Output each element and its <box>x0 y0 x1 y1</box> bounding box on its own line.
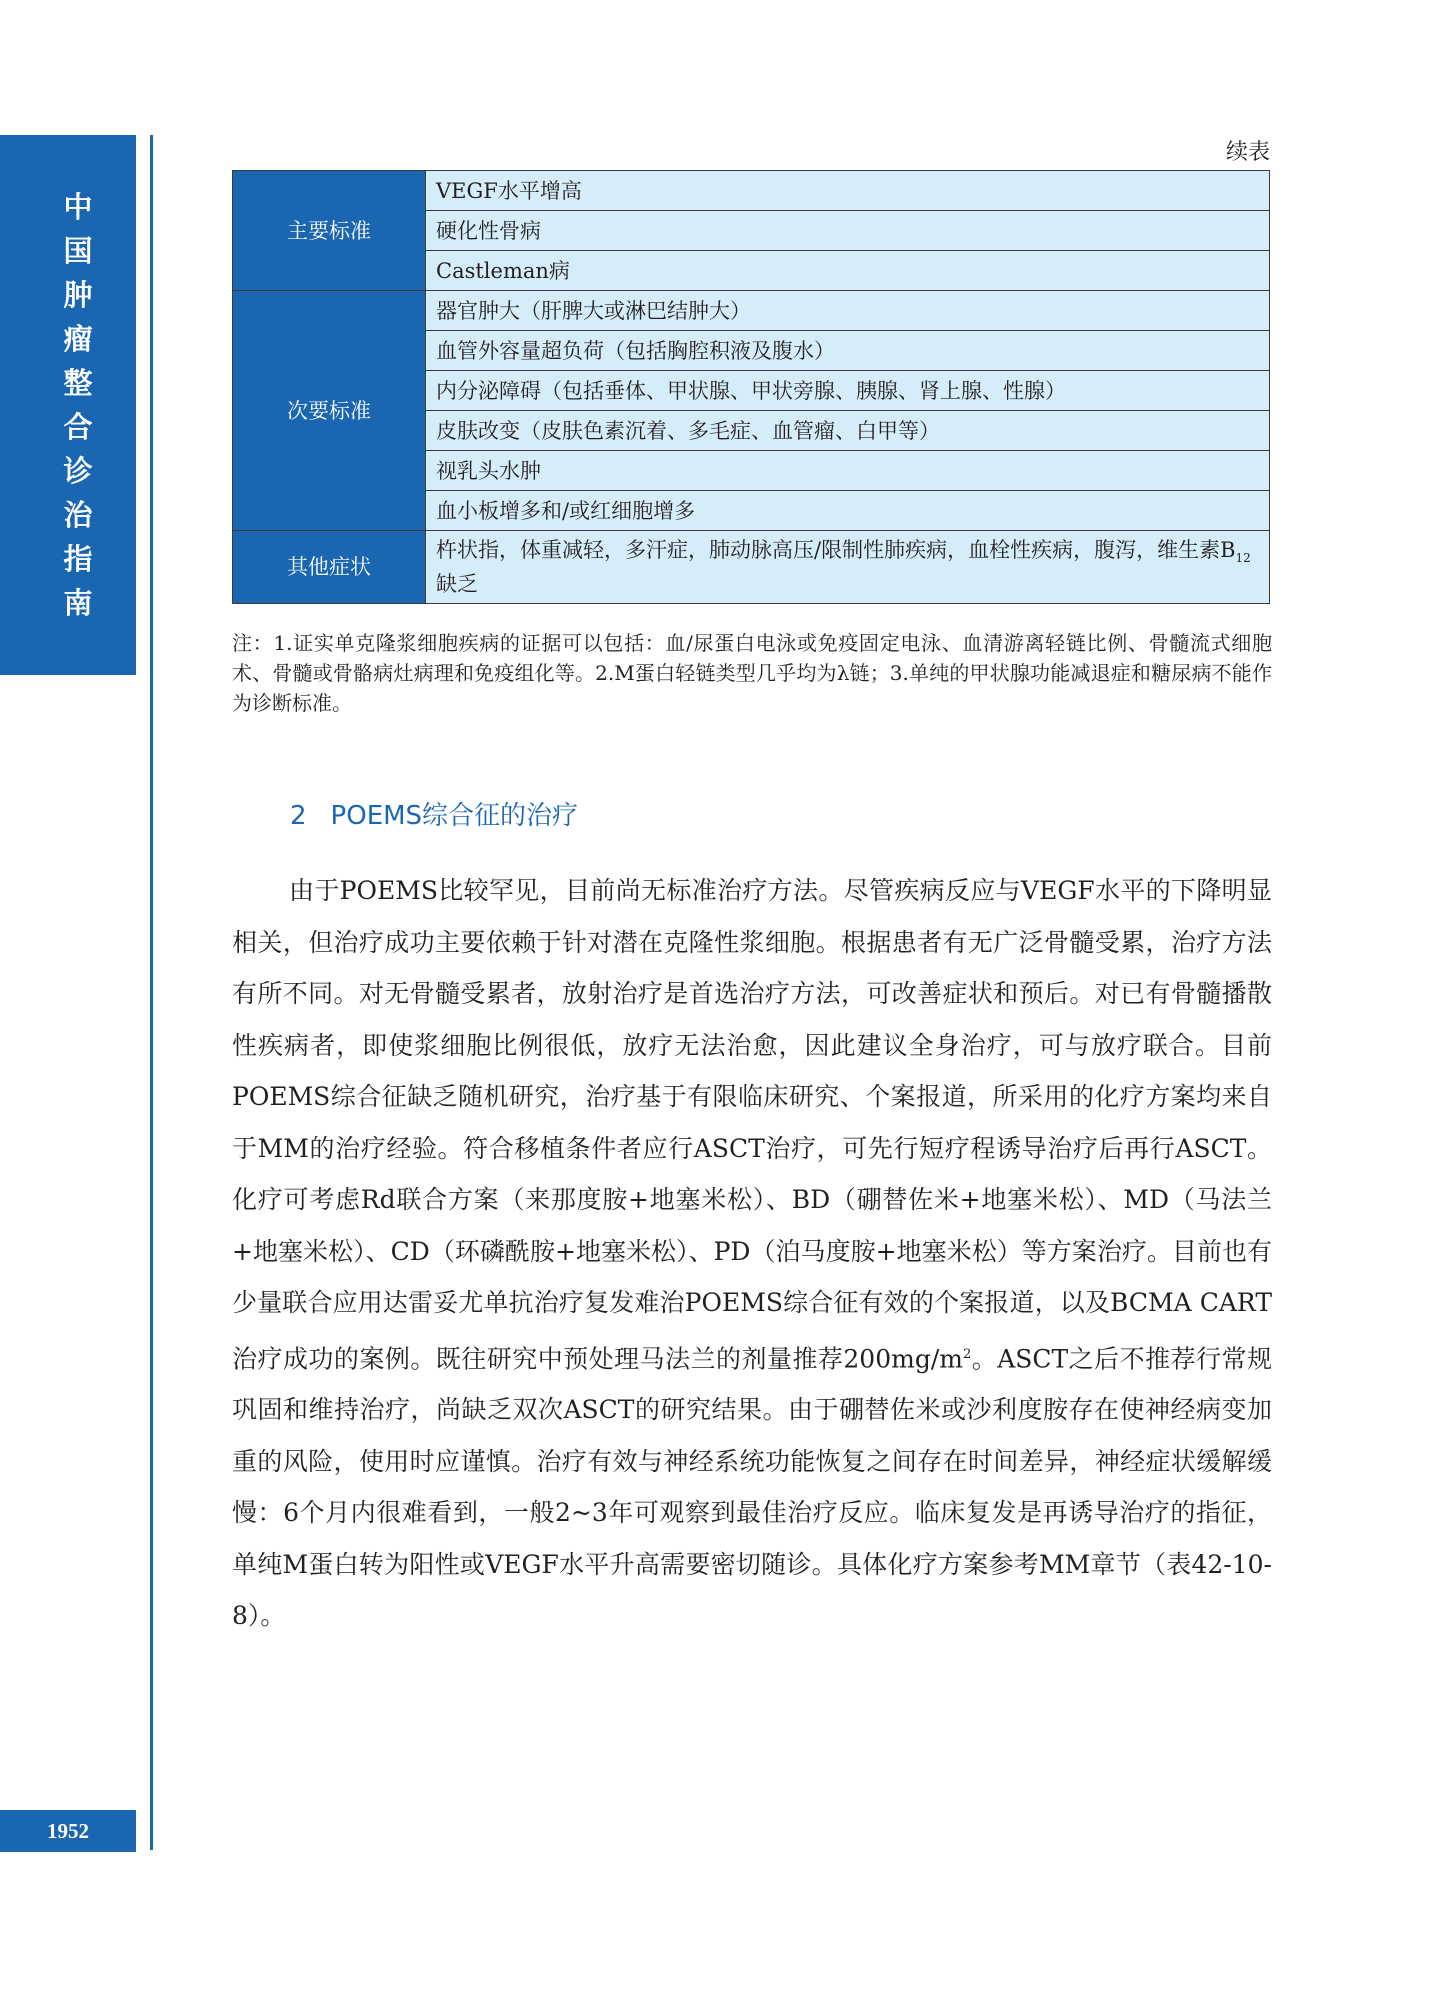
table-cell: 硬化性骨病 <box>426 211 1270 251</box>
table-cell: Castleman病 <box>426 251 1270 291</box>
body-paragraph <box>232 865 1272 1642</box>
other-symptoms-tail: 缺乏 <box>436 572 478 597</box>
category-minor: 次要标准 <box>233 291 426 531</box>
category-other: 其他症状 <box>233 531 426 604</box>
book-title-char: 国 <box>63 234 93 268</box>
book-title-char: 整 <box>63 366 93 400</box>
page-number: 1952 <box>0 1810 136 1852</box>
margin-divider <box>150 135 153 1850</box>
book-title-char: 肿 <box>63 278 93 312</box>
table-row <box>233 171 1270 211</box>
table-cell: 血管外容量超负荷（包括胸腔积液及腹水） <box>426 331 1270 371</box>
table-cell: 皮肤改变（皮肤色素沉着、多毛症、血管瘤、白甲等） <box>426 411 1270 451</box>
other-symptoms-text: 杵状指，体重减轻，多汗症，肺动脉高压/限制性肺疾病，血栓性疾病，腹泻，维生素B <box>436 538 1236 562</box>
table-cell: 内分泌障碍（包括垂体、甲状腺、甲状旁腺、胰腺、肾上腺、性腺） <box>426 371 1270 411</box>
criteria-table <box>232 170 1270 604</box>
book-title-char: 瘤 <box>63 322 93 356</box>
superscript: 2 <box>962 1346 972 1362</box>
book-title-char: 指 <box>63 542 93 576</box>
section-heading <box>290 795 578 832</box>
body-text-part1: 由于POEMS比较罕见，目前尚无标准治疗方法。尽管疾病反应与VEGF水平的下降明显相关，但治疗成功主要依赖于针对潜在克隆性浆细胞。根据患者有无广泛骨髓受累，治疗方法有所不同。对无骨髓受累者，放射治疗是首选治疗方法，可改善症状和预后。对已有骨髓播散性疾病者，即使浆细胞比例很低，放疗无法治愈，因此建议全身治疗，可与放疗联合。目前POEMS综合征缺乏随机研究，治疗基于有限临床研究、个案报道，所采用的化疗方案均来自于MM的治疗经验。符合移植条件者应行ASCT治疗，可先行短疗程诱导治疗后再行ASCT。化疗可考虑Rd联合方案（来那度胺+地塞米松）、BD（硼替佐米+地塞米松）、MD（马法兰+地塞米松）、CD（环磷酰胺+地塞米松）、PD（泊马度胺+地塞米松）等方案治疗。目前也有少量联合应用达雷妥尤单抗治疗复发难治POEMS综合征有效的个案报道，以及BCMA CART治疗成功的案例。既往研究中预处理马法兰的剂量推荐200mg/m <box>232 876 1272 1373</box>
table-cell: 器官肿大（肝脾大或淋巴结肿大） <box>426 291 1270 331</box>
table-note: 注：1.证实单克隆浆细胞疾病的证据可以包括：血/尿蛋白电泳或免疫固定电泳、血清游离轻链比例、骨髓流式细胞术、骨髓或骨骼病灶病理和免疫组化等。2.M蛋白轻链类型几乎均为λ链；3.单纯的甲状腺功能减退症和糖尿病不能作为诊断标准。 <box>232 631 1272 715</box>
subscript: 12 <box>1235 551 1251 566</box>
body-text-part2: 。ASCT之后不推荐行常规巩固和维持治疗，尚缺乏双次ASCT的研究结果。由于硼替佐米或沙利度胺存在使神经病变加重的风险，使用时应谨慎。治疗有效与神经系统功能恢复之间存在时间差异，神经症状缓解缓慢：6个月内很难看到，一般2~3年可观察到最佳治疗反应。临床复发是再诱导治疗的指征，单纯M蛋白转为阳性或VEGF水平升高需要密切随诊。具体化疗方案参考MM章节（表42-10-8）。 <box>232 1343 1272 1631</box>
section-title: POEMS综合征的治疗 <box>330 801 579 831</box>
book-title-char: 南 <box>63 586 93 620</box>
book-title-char: 合 <box>63 410 93 444</box>
table-cell <box>426 531 1270 604</box>
table-row <box>233 291 1270 331</box>
table-cell: 血小板增多和/或红细胞增多 <box>426 491 1270 531</box>
book-title-char: 治 <box>63 498 93 532</box>
table-row <box>233 531 1270 604</box>
category-major: 主要标准 <box>233 171 426 291</box>
table-cell: VEGF水平增高 <box>426 171 1270 211</box>
book-title-char: 诊 <box>63 454 93 488</box>
book-title <box>48 185 108 625</box>
continued-label: 续表 <box>1225 140 1270 165</box>
table-cell: 视乳头水肿 <box>426 451 1270 491</box>
book-title-char: 中 <box>63 190 93 224</box>
section-number: 2 <box>290 801 307 831</box>
